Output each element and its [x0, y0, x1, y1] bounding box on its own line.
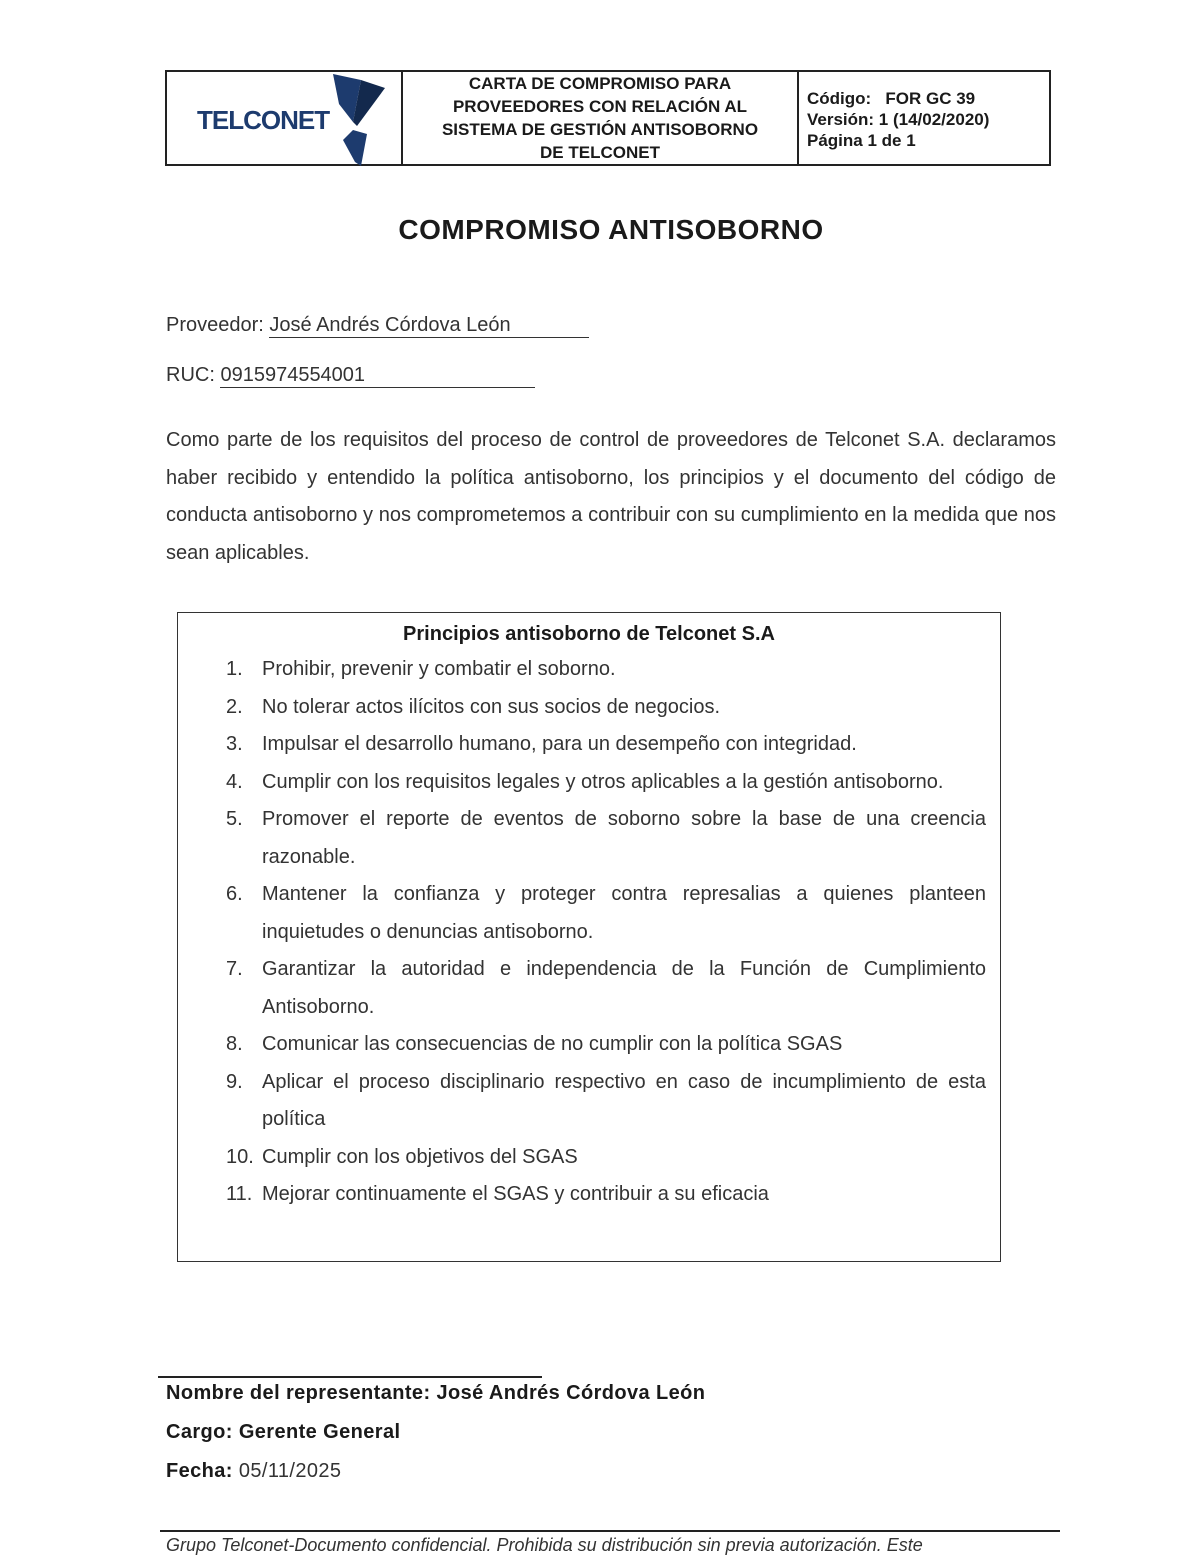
- list-item: [226, 764, 986, 802]
- document-code: Código: FOR GC 39: [807, 89, 976, 108]
- provider-label: Proveedor:: [166, 314, 270, 336]
- item-text: Cumplir con los objetivos del SGAS: [262, 1145, 578, 1168]
- header-title-line: SISTEMA DE GESTIÓN ANTISOBORNO: [441, 120, 759, 139]
- principles-list: [178, 651, 1000, 1214]
- item-number: 6.: [226, 883, 243, 905]
- ruc-value: 0915974554001: [220, 364, 535, 388]
- list-item: [226, 1176, 986, 1214]
- item-text: Comunicar las consecuencias de no cumplir con la política SGAS: [262, 1033, 843, 1055]
- date-field: [166, 1460, 341, 1483]
- document-title-cell: [403, 72, 799, 164]
- item-text: Promover el reporte de eventos de soborno sobre la base de una creencia razonable.: [262, 808, 986, 868]
- representative-name: [166, 1382, 705, 1405]
- footer-note: Grupo Telconet-Documento confidencial. Prohibida su distribución sin previa autorización. Este: [166, 1535, 923, 1555]
- ruc-field: [166, 364, 535, 388]
- date-label: Fecha:: [166, 1460, 239, 1482]
- principles-box: [177, 612, 1001, 1262]
- item-number: 7.: [226, 958, 243, 980]
- principles-title: Principios antisoborno de Telconet S.A: [403, 623, 775, 645]
- item-text: No tolerar actos ilícitos con sus socios de negocios.: [262, 695, 720, 718]
- item-text: Mantener la confianza y proteger contra represalias a quienes planteen inquietudes o denuncias antisoborno.: [262, 883, 986, 943]
- role-field: [166, 1421, 400, 1444]
- item-number: 3.: [226, 733, 243, 755]
- footer-divider: [160, 1530, 1060, 1532]
- header-title-line: CARTA DE COMPROMISO PARA: [468, 74, 732, 93]
- item-number: 11.: [226, 1183, 253, 1205]
- document-header: [165, 70, 1051, 166]
- item-text: Prohibir, prevenir y combatir el soborno.: [262, 658, 616, 680]
- provider-value: José Andrés Córdova León: [269, 314, 589, 338]
- representative-value: José Andrés Córdova León: [436, 1382, 706, 1404]
- list-item: [226, 726, 986, 764]
- list-item: [226, 1026, 986, 1064]
- item-text: Mejorar continuamente el SGAS y contribuir a su eficacia: [262, 1183, 769, 1205]
- item-number: 8.: [226, 1033, 243, 1055]
- item-text: Impulsar el desarrollo humano, para un desempeño con integridad.: [262, 733, 857, 755]
- intro-paragraph: Como parte de los requisitos del proceso de control de proveedores de Telconet S.A. declaramos haber recibido y entendido la política antisoborno, los principios y el documento del código de conducta antisoborno y nos comprometemos a contribuir con su cumplimiento en la medida que nos sean aplicables.: [166, 429, 1056, 564]
- item-number: 4.: [226, 770, 243, 793]
- ruc-label: RUC:: [166, 364, 221, 386]
- date-value: 05/11/2025: [238, 1460, 342, 1482]
- item-text: Aplicar el proceso disciplinario respectivo en caso de incumplimiento de esta política: [262, 1070, 986, 1130]
- list-item: [226, 876, 986, 951]
- logo-cell: [167, 72, 403, 164]
- document-code-cell: [799, 72, 1049, 164]
- item-number: 1.: [226, 658, 243, 680]
- signature-line: [158, 1376, 542, 1378]
- role-value: Gerente General: [238, 1421, 401, 1443]
- telconet-logo-text: TELCONET: [197, 105, 330, 135]
- list-item: [226, 1064, 986, 1139]
- telconet-logo-icon: [331, 74, 387, 166]
- list-item: [226, 689, 986, 727]
- item-number: 5.: [226, 808, 243, 830]
- header-title-line: PROVEEDORES CON RELACIÓN AL: [452, 97, 748, 116]
- item-number: 10.: [226, 1145, 254, 1168]
- list-item: [226, 951, 986, 1026]
- document-page: Página 1 de 1: [807, 131, 916, 150]
- item-text: Cumplir con los requisitos legales y otros aplicables a la gestión antisoborno.: [262, 770, 944, 793]
- representative-label: Nombre del representante:: [166, 1382, 437, 1404]
- provider-field: [166, 314, 589, 338]
- header-title-line: DE TELCONET: [540, 143, 660, 162]
- page-title: COMPROMISO ANTISOBORNO: [398, 214, 824, 245]
- list-item: [226, 1139, 986, 1177]
- list-item: [226, 801, 986, 876]
- item-number: 2.: [226, 695, 243, 718]
- document-version: Versión: 1 (14/02/2020): [807, 110, 990, 129]
- item-number: 9.: [226, 1070, 243, 1093]
- list-item: [226, 651, 986, 689]
- role-label: Cargo:: [166, 1421, 239, 1443]
- item-text: Garantizar la autoridad e independencia de la Función de Cumplimiento Antisoborno.: [262, 958, 986, 1018]
